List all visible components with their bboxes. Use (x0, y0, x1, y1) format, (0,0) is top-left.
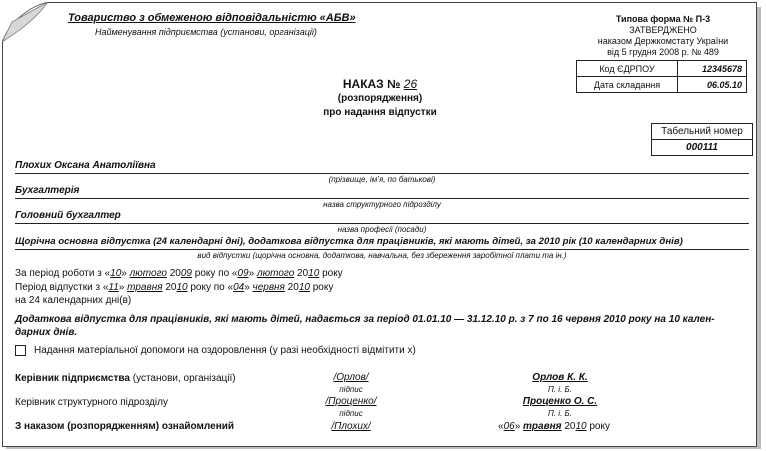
dept-signature-caption: підпис (339, 409, 363, 418)
work-period-text: » (121, 268, 130, 279)
aid-checkbox[interactable] (15, 345, 26, 356)
codes-table (576, 60, 747, 93)
dept-name-caption: П. і. Б. (548, 409, 572, 418)
position-underline (15, 223, 749, 224)
work-period-text: року (319, 268, 343, 279)
dept-head-signature: /Проценко/ (325, 396, 377, 407)
ack-date-text: « (498, 421, 504, 432)
name-caption: (прізвище, ім’я, по батькові) (328, 175, 436, 184)
note-line-1: Додаткова відпустка для працівників, які мають дітей, надається за період 01.01.10 — 31.12.10 р. з 7 по 16 червня 2010 року на 10 кален- (15, 314, 715, 325)
ack-date-text: 20 (561, 421, 576, 432)
work-period-text: року по « (191, 268, 238, 279)
head-signature-caption: підпис (339, 385, 363, 394)
leave-period-text: 20 (284, 282, 299, 293)
ack-date (498, 421, 610, 432)
order-title-prefix: НАКАЗ № (342, 77, 401, 91)
edrpou-label: Код ЄДРПОУ (577, 61, 678, 77)
work-period-text: 20 (166, 268, 181, 279)
ack-label: З наказом (розпорядженням) ознайомлений (15, 421, 235, 432)
date-value: 06.05.10 (678, 77, 747, 93)
work-period-end-year: 10 (308, 268, 320, 279)
head-label-normal: (установи, організації) (129, 373, 236, 384)
department-caption: назва структурного підрозділу (323, 200, 441, 209)
table-row (577, 77, 747, 93)
org-name: Товариство з обмеженою відповідальністю «АБВ» (68, 12, 356, 24)
edrpou-value: 12345678 (678, 61, 747, 77)
work-period-text: » (248, 268, 257, 279)
leave-start-month: травня (127, 282, 163, 293)
order-number: 26 (403, 77, 418, 91)
work-period-text: За період роботи з « (15, 268, 111, 279)
order-subtitle: (розпорядження) (337, 93, 423, 104)
order-date: від 5 грудня 2008 р. № 489 (607, 47, 719, 57)
page-curl-icon (2, 2, 48, 42)
head-label (15, 373, 236, 384)
position-caption: назва професії (посади) (337, 225, 427, 234)
leave-start-year: 10 (176, 282, 188, 293)
ack-year: 10 (575, 421, 587, 432)
leave-type: Щорічна основна відпустка (24 календарні дні), додаткова відпустка для працівників, які мають дітей, за 2010 рік (10 календарних днів) (15, 236, 683, 247)
org-caption: Найменування підприємства (установи, організації) (95, 27, 317, 37)
dept-head-label: Керівник структурного підрозділу (15, 397, 168, 408)
date-label: Дата складання (577, 77, 678, 93)
leave-end-year: 10 (298, 282, 310, 293)
ack-day: 06 (503, 421, 515, 432)
head-signature: /Орлов/ (333, 372, 369, 383)
order-purpose: про надання відпустки (323, 107, 437, 118)
leave-type-underline (15, 249, 749, 250)
work-period-start-year: 09 (180, 268, 192, 279)
leave-period-text: » (244, 282, 253, 293)
leave-period-text: Період відпустки з « (15, 282, 109, 293)
head-name-caption: П. і. Б. (548, 385, 572, 394)
ack-month: травня (523, 421, 562, 432)
employee-name: Плохих Оксана Анатоліївна (15, 160, 156, 171)
work-period-start-month: лютого (129, 268, 167, 279)
table-row (577, 61, 747, 77)
order-reference: наказом Держкомстату України (597, 36, 729, 46)
head-label-bold: Керівник підприємства (15, 373, 130, 384)
ack-signature: /Плохих/ (331, 421, 371, 432)
leave-days: на 24 календарних дні(в) (15, 295, 132, 306)
leave-type-caption: вид відпустки (щорічна основна, додаткова, навчальна, без збереження заробітної плати та ін.) (197, 251, 567, 260)
leave-period-text: року по « (187, 282, 234, 293)
leave-period-text: 20 (162, 282, 177, 293)
leave-end-month: червня (252, 282, 285, 293)
aid-label: Надання матеріальної допомоги на оздоровлення (у разі необхідності відмітити х) (34, 345, 416, 356)
work-period-end-day: 09 (237, 268, 249, 279)
leave-period-text: року (309, 282, 334, 293)
order-title (230, 77, 530, 91)
name-underline (15, 173, 749, 174)
work-period (15, 268, 343, 279)
department-underline (15, 198, 749, 199)
ack-date-text: » (514, 421, 524, 432)
tab-number-value: 000111 (652, 139, 752, 155)
leave-start-day: 11 (108, 282, 119, 293)
work-period-start-day: 10 (110, 268, 122, 279)
department: Бухгалтерія (15, 185, 80, 196)
position: Головний бухгалтер (15, 210, 121, 221)
form-title: Типова форма № П-3 (615, 14, 711, 24)
tab-number-box (651, 123, 753, 156)
note-line-2: дарних днів. (15, 327, 78, 338)
leave-period-text: » (118, 282, 128, 293)
leave-end-day: 04 (233, 282, 245, 293)
dept-head-name: Проценко О. С. (522, 396, 598, 407)
ack-date-text: року (586, 421, 610, 432)
head-name: Орлов К. К. (532, 372, 588, 383)
work-period-end-month: лютого (256, 268, 295, 279)
leave-period (15, 282, 333, 293)
approved-label: ЗАТВЕРДЖЕНО (629, 25, 697, 35)
work-period-text: 20 (294, 268, 309, 279)
tab-number-label: Табельний номер (661, 126, 743, 137)
